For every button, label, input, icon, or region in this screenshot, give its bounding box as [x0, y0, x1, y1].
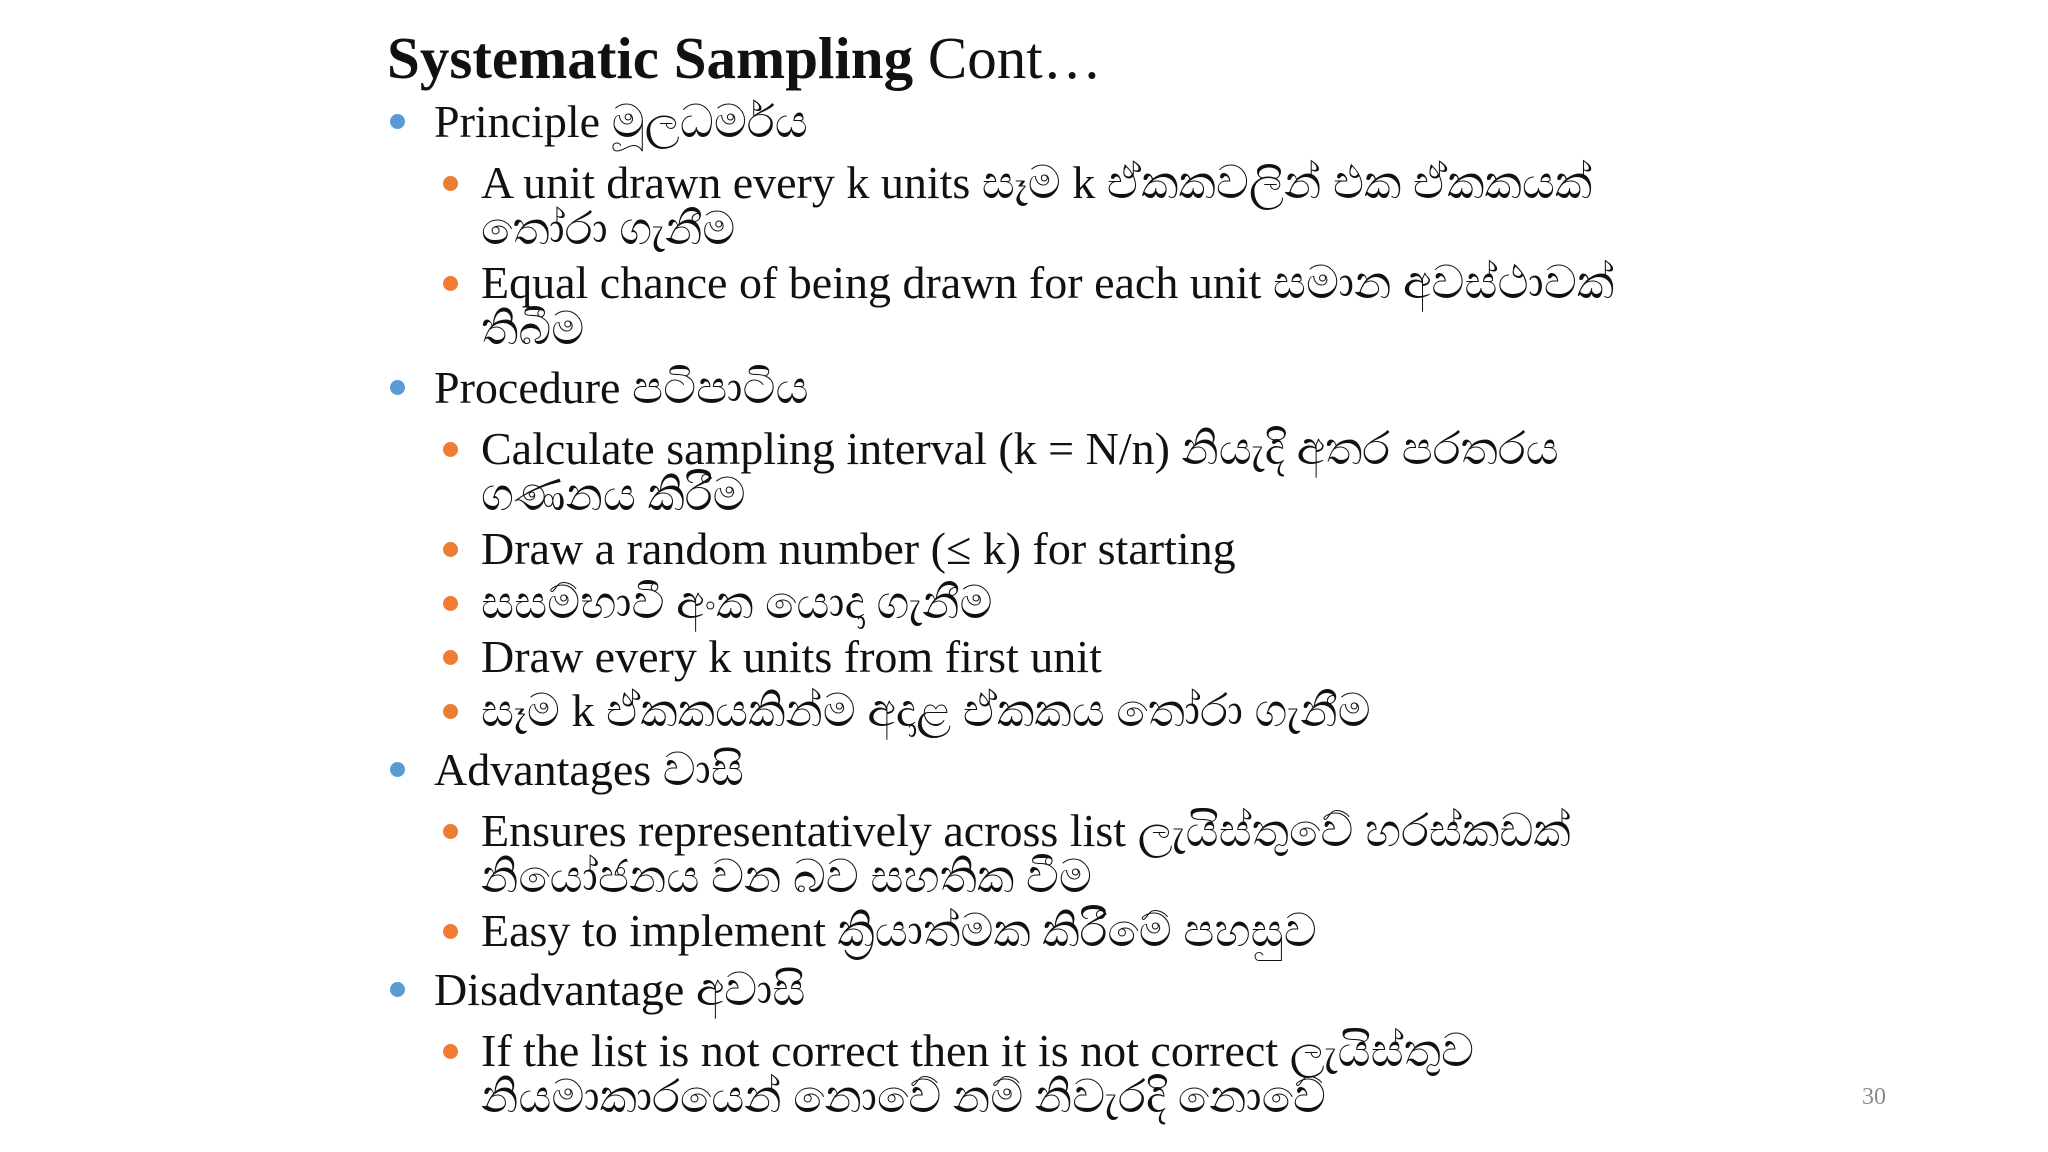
- bullet-principle-text: Principle මූලධර්මය: [434, 96, 808, 147]
- level2-bullet-dot: [443, 924, 458, 939]
- bullet-disadvantage: [387, 960, 1687, 1020]
- bullet-principle: [387, 92, 1687, 152]
- sub-bullet: [387, 1025, 1687, 1122]
- slide-title-rest: Cont…: [913, 25, 1102, 91]
- sub-bullet-text: Draw a random number (≤ k) for starting: [481, 523, 1236, 574]
- sub-bullet-text: Calculate sampling interval (k = N/n) නියැදි අතර පරතරය ගණනය කිරීම: [481, 423, 1559, 520]
- level2-bullet-dot: [443, 176, 458, 191]
- slide-title: [387, 22, 1102, 94]
- sub-bullet: [387, 631, 1687, 682]
- bullet-content: [387, 86, 1687, 1124]
- sub-bullet: [387, 905, 1687, 956]
- sub-bullet-text: A unit drawn every k units සෑම k ඒකකවලින් එක ඒකකයක් තෝරා ගැනීම: [481, 157, 1593, 254]
- bullet-advantages: [387, 740, 1687, 800]
- sub-bullet: [387, 257, 1687, 354]
- sub-bullet-text: Draw every k units from first unit: [481, 631, 1102, 682]
- sub-bullet-text: සෑම k ඒකකයකින්ම අදාළ ඒකකය තෝරා ගැනීම: [481, 685, 1371, 736]
- level2-bullet-dot: [443, 442, 458, 457]
- level1-bullet-dot: [390, 982, 405, 997]
- slide-title-bold: Systematic Sampling: [387, 25, 914, 91]
- level2-bullet-dot: [443, 276, 458, 291]
- level2-bullet-dot: [443, 542, 458, 557]
- sub-bullet: [387, 423, 1687, 520]
- bullet-procedure-text: Procedure පටිපාටිය: [434, 362, 809, 413]
- sub-bullet: [387, 157, 1687, 254]
- bullet-procedure: [387, 358, 1687, 418]
- sub-bullet: [387, 577, 1687, 628]
- level1-bullet-dot: [390, 762, 405, 777]
- sub-bullet-text: Easy to implement ක්‍රියාත්මක කිරීමේ පහසුව: [481, 905, 1317, 956]
- level2-bullet-dot: [443, 704, 458, 719]
- level2-bullet-dot: [443, 596, 458, 611]
- sub-bullet-text: Equal chance of being drawn for each unit සමාන අවස්ථාවක් තිබීම: [481, 257, 1615, 354]
- level1-bullet-dot: [390, 114, 405, 129]
- bullet-advantages-text: Advantages වාසි: [434, 744, 744, 795]
- bullet-disadvantage-text: Disadvantage අවාසි: [434, 964, 806, 1015]
- level2-bullet-dot: [443, 650, 458, 665]
- sub-bullet: [387, 523, 1687, 574]
- sub-bullet: [387, 805, 1687, 902]
- level2-bullet-dot: [443, 1044, 458, 1059]
- sub-bullet: [387, 685, 1687, 736]
- sub-bullet-text: සසම්භාවී අංක යොදා ගැනීම: [481, 577, 993, 628]
- page-number: 30: [1862, 1084, 1886, 1110]
- level2-bullet-dot: [443, 824, 458, 839]
- sub-bullet-text: Ensures representatively across list ලැයිස්තුවේ හරස්කඩක් නියෝජනය වන බව සහතික වීම: [481, 805, 1571, 902]
- level1-bullet-dot: [390, 380, 405, 395]
- sub-bullet-text: If the list is not correct then it is not correct ලැයිස්තුව නියමාකාරයෙන් නොවේ නම් නිවැරදි නොවේ: [481, 1025, 1475, 1122]
